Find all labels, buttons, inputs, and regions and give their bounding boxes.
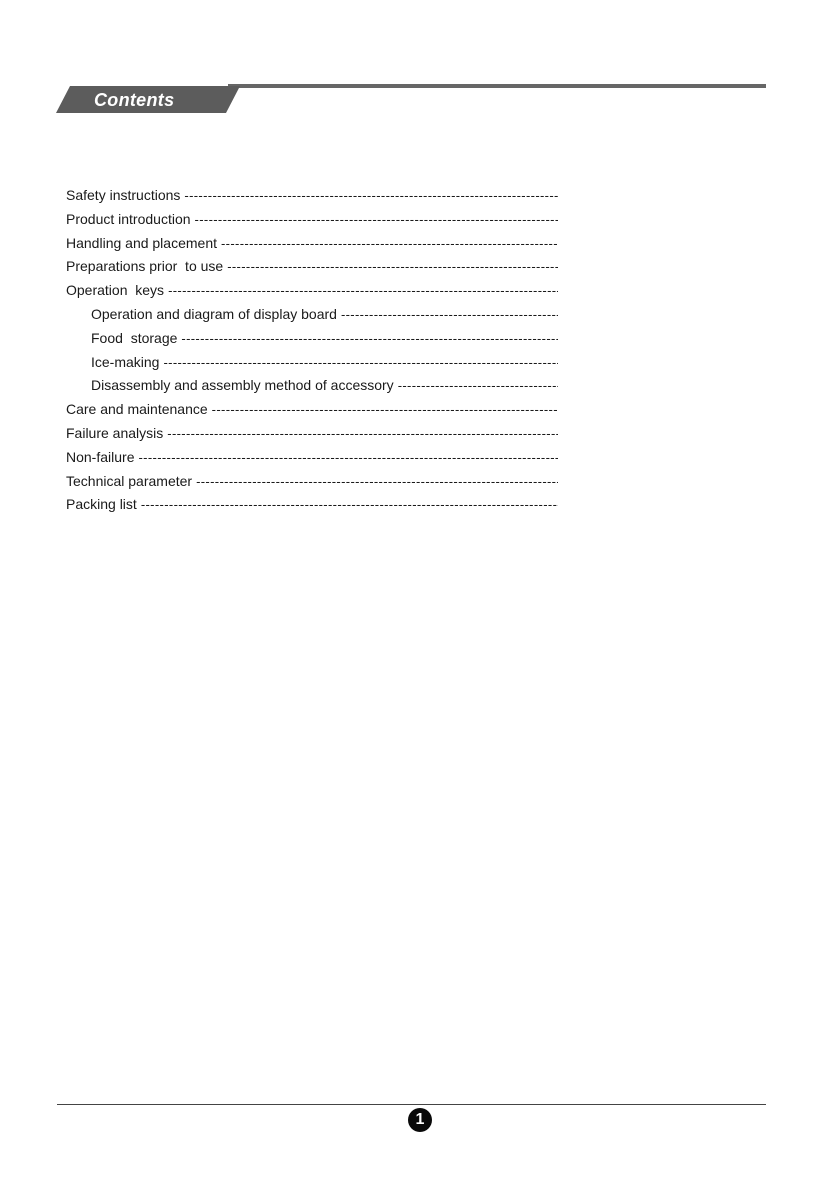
toc-subentry[interactable]: [66, 374, 558, 398]
toc-leader: [227, 255, 558, 279]
toc-entry-label: Ice-making: [91, 353, 160, 370]
toc-entry-label: Care and maintenance: [66, 401, 208, 418]
toc-entry[interactable]: [66, 184, 558, 208]
toc-entry[interactable]: [66, 398, 558, 422]
toc-entry[interactable]: [66, 493, 558, 517]
toc-entry-label: Non-failure: [66, 448, 135, 465]
toc-entry-label: Operation and diagram of display board: [91, 305, 337, 322]
toc-subentry[interactable]: [66, 303, 558, 327]
toc-leader: [212, 398, 558, 422]
toc-leader: [195, 208, 558, 232]
toc-entry-label: Technical parameter: [66, 472, 193, 489]
toc-subentry[interactable]: [66, 327, 558, 351]
header-rule: [228, 84, 766, 88]
toc-leader: [221, 232, 558, 256]
toc-leader: [168, 279, 558, 303]
toc-entry-label: Preparations prior to use: [66, 258, 224, 275]
toc-entry[interactable]: [66, 446, 558, 470]
toc-entry-label: Handling and placement: [66, 234, 217, 251]
toc-leader: [181, 327, 558, 351]
toc-entry[interactable]: [66, 208, 558, 232]
footer-rule: [57, 1104, 766, 1105]
toc-entry-label: Disassembly and assembly method of accessory: [91, 377, 394, 394]
toc-leader: [163, 351, 558, 375]
toc-entry[interactable]: [66, 422, 558, 446]
toc-entry-label: Product introduction: [66, 210, 191, 227]
toc-leader: [138, 446, 558, 470]
toc-entry-label: Safety instructions: [66, 187, 181, 203]
toc-leader: [341, 303, 558, 327]
toc-leader: [184, 184, 558, 208]
toc-entry[interactable]: [66, 232, 558, 256]
section-header-tab: [56, 86, 240, 113]
toc-leader: [398, 374, 558, 398]
toc-entry[interactable]: [66, 470, 558, 494]
toc-entry[interactable]: [66, 255, 558, 279]
toc-entry-label: Operation keys: [66, 282, 165, 299]
toc-leader: [167, 422, 558, 446]
table-of-contents: [66, 184, 558, 517]
page-number-badge: 1: [408, 1108, 432, 1132]
toc-entry-label: Food storage: [91, 329, 178, 346]
toc-entry-label: Packing list: [66, 496, 137, 513]
page-title: Contents: [94, 90, 175, 110]
toc-leader: [196, 470, 558, 494]
toc-leader: [141, 493, 558, 517]
toc-subentry[interactable]: [66, 351, 558, 375]
toc-entry-label: Failure analysis: [66, 424, 164, 441]
toc-entry[interactable]: [66, 279, 558, 303]
